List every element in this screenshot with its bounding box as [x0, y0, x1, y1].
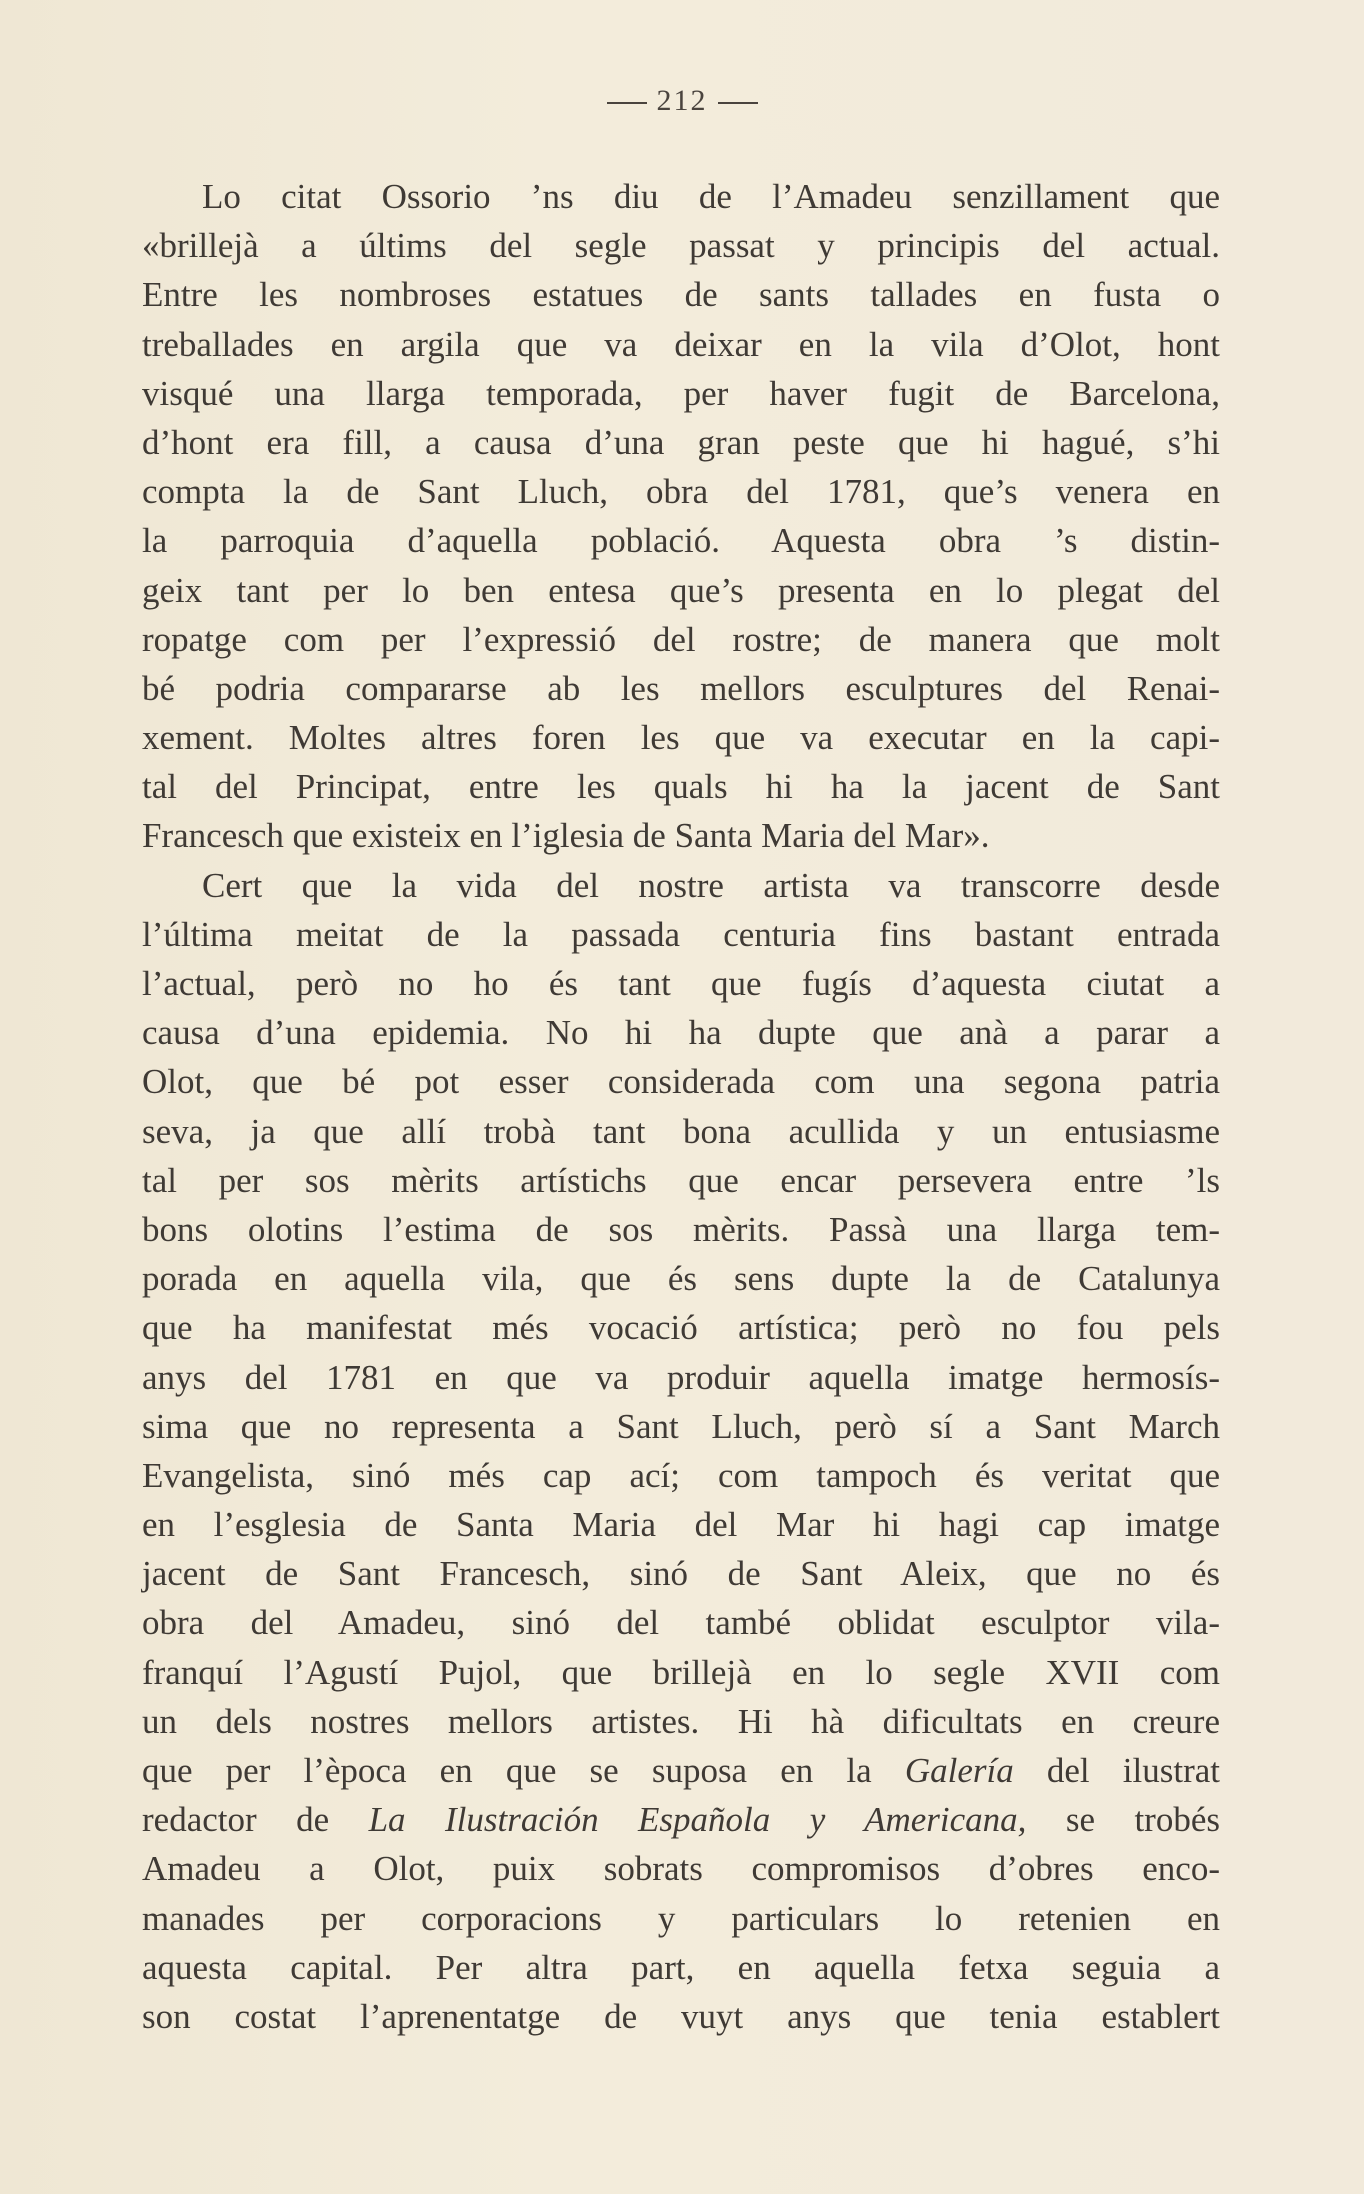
header-dash-left — [607, 102, 647, 104]
text-line: porada en aquella vila, que és sens dupte la de Catalunya — [142, 1259, 1220, 1299]
text-line: l’actual, però no ho és tant que fugís d’aquesta ciutat a — [142, 964, 1220, 1003]
text-segment: que per l’època en que se suposa en la — [142, 1751, 905, 1790]
text-line: en l’esglesia de Santa Maria del Mar hi hagi cap imatge — [142, 1505, 1220, 1545]
text-line: tal del Principat, entre les quals hi ha la jacent de Sant — [142, 767, 1220, 807]
text-line: «brillejà a últims del segle passat y principis del actual. — [142, 226, 1220, 266]
text-line: bons olotins l’estima de sos mèrits. Passà una llarga tem- — [142, 1209, 1220, 1249]
text-line: Francesch que existeix en l’iglesia de Santa Maria del Mar». — [142, 816, 990, 856]
text-line: d’hont era fill, a causa d’una gran peste que hi hagué, s’hi — [142, 422, 1220, 462]
italic-title: Galería — [904, 1751, 1014, 1790]
text-line: ropatge com per l’expressió del rostre; de manera que molt — [142, 619, 1220, 659]
text-line: sima que no representa a Sant Lluch, però sí a Sant March — [142, 1406, 1220, 1446]
text-line: xement. Moltes altres foren les que va executar en la capi- — [142, 718, 1220, 758]
text-line: Cert que la vida del nostre artista va transcorre desde — [202, 865, 1220, 905]
text-segment: redactor de — [142, 1800, 369, 1840]
page-number: 212 — [656, 84, 708, 117]
text-line: treballades en argila que va deixar en la vila d’Olot, hont — [142, 324, 1220, 364]
text-line — [142, 1746, 1220, 1795]
text-line: visqué una llarga temporada, per haver fugit de Barcelona, — [142, 373, 1220, 413]
text-line: Entre les nombroses estatues de sants tallades en fusta o — [142, 275, 1220, 315]
text-line: un dels nostres mellors artistes. Hi hà dificultats en creure — [142, 1701, 1220, 1741]
text-segment: del ilustrat — [1013, 1751, 1220, 1790]
text-segment: se trobés — [1026, 1800, 1220, 1840]
page-header — [0, 84, 1364, 118]
text-line: Olot, que bé pot esser considerada com una segona patria — [142, 1062, 1220, 1102]
text-line: anys del 1781 en que va produir aquella imatge hermosís- — [142, 1357, 1220, 1397]
text-line: jacent de Sant Francesch, sinó de Sant Aleix, que no és — [142, 1554, 1220, 1594]
text-line: compta la de Sant Lluch, obra del 1781, que’s venera en — [142, 472, 1220, 512]
text-line: son costat l’aprenentatge de vuyt anys que tenia establert — [142, 1996, 1220, 2036]
text-line: geix tant per lo ben entesa que’s presenta en lo plegat del — [142, 570, 1220, 610]
text-line: que ha manifestat més vocació artística; però no fou pels — [142, 1308, 1220, 1348]
text-line: Amadeu a Olot, puix sobrats compromisos d’obres enco- — [142, 1849, 1220, 1889]
text-line: seva, ja que allí trobà tant bona acullida y un entusiasme — [142, 1111, 1220, 1151]
text-line: la parroquia d’aquella població. Aquesta obra ’s distin- — [142, 521, 1220, 561]
text-line: Evangelista, sinó més cap ací; com tampoch és veritat que — [142, 1455, 1220, 1495]
text-line: Lo citat Ossorio ’ns diu de l’Amadeu senzillament que — [202, 177, 1220, 216]
text-line — [142, 1795, 1220, 1844]
header-dash-right — [718, 102, 758, 104]
text-line: causa d’una epidemia. No hi ha dupte que anà a parar a — [142, 1013, 1220, 1053]
text-line: obra del Amadeu, sinó del també oblidat esculptor vila- — [142, 1603, 1220, 1643]
text-line: manades per corporacions y particulars lo retenien en — [142, 1898, 1220, 1938]
text-line: tal per sos mèrits artístichs que encar persevera entre ’ls — [142, 1160, 1220, 1200]
text-line: aquesta capital. Per altra part, en aquella fetxa seguia a — [142, 1947, 1220, 1987]
text-line: bé podria compararse ab les mellors esculptures del Renai- — [142, 668, 1220, 708]
italic-title: La Ilustración Española y Americana, — [368, 1800, 1027, 1840]
body-text — [142, 172, 1220, 2041]
text-line: l’última meitat de la passada centuria fins bastant entrada — [142, 914, 1220, 954]
text-line: franquí l’Agustí Pujol, que brillejà en lo segle XVII com — [142, 1652, 1220, 1692]
